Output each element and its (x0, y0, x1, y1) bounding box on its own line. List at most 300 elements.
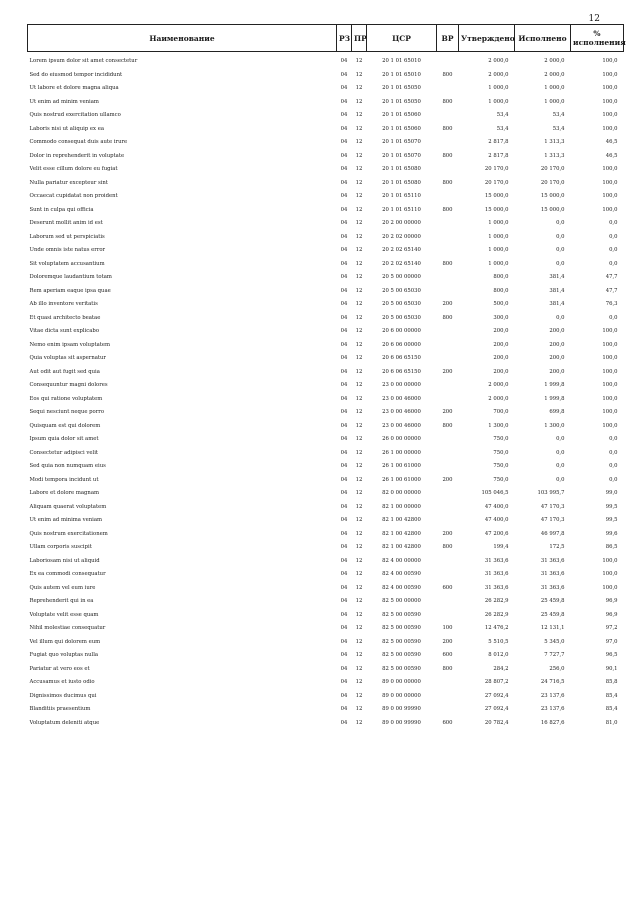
row-executed: 1 313,3 (544, 139, 565, 146)
row-rz: 04 (340, 341, 348, 348)
row-approved: 53,4 (496, 125, 509, 132)
row-rz: 04 (340, 98, 348, 105)
row-executed: 0,0 (556, 449, 565, 456)
row-vr (437, 444, 459, 458)
row-approved: 12 476,2 (484, 625, 509, 632)
row-rz: 04 (340, 490, 348, 497)
row-vr: 800 (442, 152, 453, 159)
table-row (28, 444, 624, 458)
row-rz: 04 (340, 260, 348, 267)
row-name: Consectetur adipisci velit (29, 449, 99, 456)
row-percent: 100,0 (602, 193, 618, 200)
row-vr (437, 700, 459, 714)
row-approved: 53,4 (496, 112, 509, 119)
row-executed: 172,5 (549, 544, 565, 551)
row-executed: 381,4 (549, 274, 565, 281)
row-rz: 04 (340, 220, 348, 227)
row-pr: 12 (355, 166, 363, 173)
table-row (28, 174, 624, 188)
row-percent: 0,0 (609, 247, 618, 254)
row-rz: 04 (340, 409, 348, 416)
row-rz: 04 (340, 112, 348, 119)
row-name: Laborum sed ut perspiciatis (29, 233, 105, 240)
row-percent: 81,0 (605, 719, 618, 726)
row-pr: 12 (355, 652, 363, 659)
row-rz: 04 (340, 247, 348, 254)
row-executed: 381,4 (549, 301, 565, 308)
row-csr: 82 5 00 00590 (382, 611, 421, 618)
row-rz: 04 (340, 193, 348, 200)
row-name: Reprehenderit qui in ea (29, 598, 94, 605)
row-name: Quisquam est qui dolorem (29, 422, 101, 429)
row-percent: 100,0 (602, 355, 618, 362)
row-name: Nemo enim ipsam voluptatem (29, 341, 111, 348)
row-approved: 26 282,9 (484, 611, 509, 618)
row-csr: 20 1 01 65050 (382, 85, 421, 92)
row-approved: 1 300,0 (488, 422, 509, 429)
row-pr: 12 (355, 517, 363, 524)
row-executed: 2 000,0 (544, 58, 565, 65)
row-rz: 04 (340, 382, 348, 389)
row-csr: 82 0 00 00000 (382, 490, 421, 497)
row-vr (437, 336, 459, 350)
row-csr: 26 1 00 61000 (382, 476, 421, 483)
row-csr: 82 4 00 00590 (382, 571, 421, 578)
row-executed: 0,0 (556, 476, 565, 483)
row-rz: 04 (340, 436, 348, 443)
row-percent: 96,5 (605, 652, 618, 659)
row-name: Et quasi architecto beatae (29, 314, 101, 321)
row-approved: 31 363,6 (484, 557, 509, 564)
row-percent: 0,0 (609, 314, 618, 321)
row-pr: 12 (355, 544, 363, 551)
column-header-percent: % исполнения (571, 25, 624, 52)
row-approved: 200,0 (493, 328, 509, 335)
row-vr (437, 511, 459, 525)
row-csr: 20 1 01 65110 (382, 206, 421, 213)
row-csr: 20 2 02 65140 (382, 260, 421, 267)
row-csr: 20 1 01 65070 (382, 139, 421, 146)
row-pr: 12 (355, 368, 363, 375)
row-csr: 20 2 02 00000 (382, 233, 421, 240)
row-csr: 82 1 00 42800 (382, 530, 421, 537)
table-row (28, 363, 624, 377)
table-row (28, 390, 624, 404)
row-approved: 1 000,0 (488, 260, 509, 267)
row-executed: 0,0 (556, 436, 565, 443)
row-vr: 800 (442, 422, 453, 429)
table-row (28, 511, 624, 525)
row-rz: 04 (340, 557, 348, 564)
row-executed: 1 000,0 (544, 85, 565, 92)
row-executed: 15 000,0 (540, 193, 565, 200)
row-name: Ex ea commodi consequatur (29, 571, 106, 578)
row-pr: 12 (355, 598, 363, 605)
row-name: Sequi nesciunt neque porro (29, 409, 105, 416)
table-row (28, 565, 624, 579)
row-csr: 82 1 00 00000 (382, 503, 421, 510)
row-csr: 20 6 06 65150 (382, 368, 421, 375)
table-row (28, 403, 624, 417)
table-row (28, 214, 624, 228)
row-csr: 82 5 00 00590 (382, 625, 421, 632)
row-name: Vitae dicta sunt explicabo (29, 328, 100, 335)
row-approved: 20 170,0 (484, 179, 509, 186)
row-vr: 800 (442, 260, 453, 267)
row-vr (437, 606, 459, 620)
row-percent: 99,5 (605, 503, 618, 510)
row-executed: 256,0 (549, 665, 565, 672)
row-percent: 100,0 (602, 71, 618, 78)
row-pr: 12 (355, 287, 363, 294)
table-row (28, 160, 624, 174)
row-pr: 12 (355, 139, 363, 146)
row-rz: 04 (340, 58, 348, 65)
row-approved: 27 092,4 (484, 706, 509, 713)
column-header-name: Наименование (28, 25, 337, 52)
table-row (28, 687, 624, 701)
row-vr (437, 430, 459, 444)
row-executed: 1 300,0 (544, 422, 565, 429)
table-row (28, 282, 624, 296)
row-name: Ut enim ad minima veniam (29, 517, 103, 524)
table-row (28, 660, 624, 674)
row-executed: 31 363,6 (540, 557, 565, 564)
row-vr (437, 133, 459, 147)
table-row (28, 228, 624, 242)
row-percent: 86,5 (605, 544, 618, 551)
row-pr: 12 (355, 206, 363, 213)
row-rz: 04 (340, 179, 348, 186)
row-name: Quia voluptas sit aspernatur (29, 355, 106, 362)
row-name: Sed quia non numquam eius (29, 463, 106, 470)
row-executed: 200,0 (549, 355, 565, 362)
row-percent: 100,0 (602, 368, 618, 375)
row-executed: 47 170,3 (540, 503, 565, 510)
row-name: Eos qui ratione voluptatem (29, 395, 103, 402)
row-name: Ut labore et dolore magna aliqua (29, 85, 119, 92)
row-vr: 800 (442, 206, 453, 213)
row-name: Doloremque laudantium totam (29, 274, 112, 281)
row-vr: 600 (442, 719, 453, 726)
row-approved: 20 782,4 (484, 719, 509, 726)
row-executed: 5 345,0 (544, 638, 565, 645)
row-csr: 26 1 00 00000 (382, 449, 421, 456)
row-name: Fugiat quo voluptas nulla (29, 652, 99, 659)
row-vr (437, 268, 459, 282)
row-csr: 20 5 00 65030 (382, 314, 421, 321)
row-vr (437, 214, 459, 228)
table-row (28, 525, 624, 539)
row-percent: 99,0 (605, 490, 618, 497)
row-approved: 1 000,0 (488, 233, 509, 240)
row-approved: 199,4 (493, 544, 509, 551)
table-row (28, 187, 624, 201)
row-rz: 04 (340, 719, 348, 726)
row-vr (437, 79, 459, 93)
row-vr: 100 (442, 625, 453, 632)
row-pr: 12 (355, 179, 363, 186)
row-pr: 12 (355, 71, 363, 78)
row-rz: 04 (340, 665, 348, 672)
row-approved: 750,0 (493, 436, 509, 443)
row-approved: 284,2 (493, 665, 509, 672)
row-approved: 2 817,8 (488, 139, 509, 146)
row-csr: 20 1 01 65080 (382, 166, 421, 173)
row-vr (437, 484, 459, 498)
row-pr: 12 (355, 314, 363, 321)
row-rz: 04 (340, 611, 348, 618)
row-approved: 2 817,8 (488, 152, 509, 159)
row-csr: 89 0 00 00000 (382, 679, 421, 686)
row-approved: 200,0 (493, 368, 509, 375)
row-rz: 04 (340, 638, 348, 645)
row-vr: 200 (442, 368, 453, 375)
row-rz: 04 (340, 503, 348, 510)
row-rz: 04 (340, 679, 348, 686)
row-name: Pariatur at vero eos et (29, 665, 90, 672)
row-percent: 76,3 (605, 301, 618, 308)
row-approved: 1 000,0 (488, 85, 509, 92)
row-name: Sunt in culpa qui officia (29, 206, 94, 213)
row-vr (437, 106, 459, 120)
table-row (28, 349, 624, 363)
row-pr: 12 (355, 611, 363, 618)
row-rz: 04 (340, 368, 348, 375)
row-pr: 12 (355, 382, 363, 389)
row-percent: 46,5 (605, 152, 618, 159)
row-executed: 16 827,6 (540, 719, 565, 726)
row-pr: 12 (355, 98, 363, 105)
row-vr (437, 552, 459, 566)
row-approved: 8 012,0 (488, 652, 509, 659)
row-pr: 12 (355, 584, 363, 591)
row-vr: 800 (442, 125, 453, 132)
row-csr: 82 1 00 42800 (382, 517, 421, 524)
row-approved: 700,0 (493, 409, 509, 416)
row-name: Labore et dolore magnam (29, 490, 100, 497)
row-rz: 04 (340, 476, 348, 483)
row-name: Ipsum quia dolor sit amet (29, 436, 99, 443)
row-percent: 100,0 (602, 166, 618, 173)
row-approved: 47 200,6 (484, 530, 509, 537)
row-vr (437, 673, 459, 687)
row-approved: 800,0 (493, 287, 509, 294)
row-percent: 99,5 (605, 517, 618, 524)
table-row (28, 322, 624, 336)
row-name: Quis nostrum exercitationem (29, 530, 108, 537)
row-percent: 100,0 (602, 85, 618, 92)
row-rz: 04 (340, 274, 348, 281)
row-name: Vel illum qui dolorem eum (29, 638, 101, 645)
row-vr (437, 457, 459, 471)
row-csr: 20 1 01 65060 (382, 125, 421, 132)
row-executed: 25 459,8 (540, 611, 565, 618)
row-csr: 23 0 00 00000 (382, 382, 421, 389)
row-vr (437, 241, 459, 255)
row-percent: 0,0 (609, 233, 618, 240)
row-name: Sed do eiusmod tempor incididunt (29, 71, 123, 78)
row-vr (437, 187, 459, 201)
row-csr: 20 1 01 65010 (382, 71, 421, 78)
row-vr (437, 687, 459, 701)
row-csr: 23 0 00 46000 (382, 395, 421, 402)
row-rz: 04 (340, 706, 348, 713)
row-rz: 04 (340, 652, 348, 659)
row-vr (437, 322, 459, 336)
row-percent: 100,0 (602, 557, 618, 564)
row-executed: 53,4 (552, 112, 565, 119)
row-percent: 0,0 (609, 260, 618, 267)
row-csr: 20 5 00 65030 (382, 301, 421, 308)
row-name: Consequuntur magni dolores (29, 382, 108, 389)
row-csr: 89 0 00 99990 (382, 719, 421, 726)
row-csr: 20 6 06 65150 (382, 355, 421, 362)
row-rz: 04 (340, 71, 348, 78)
row-percent: 100,0 (602, 584, 618, 591)
row-pr: 12 (355, 341, 363, 348)
row-executed: 200,0 (549, 328, 565, 335)
row-pr: 12 (355, 436, 363, 443)
row-vr: 800 (442, 71, 453, 78)
row-percent: 85,4 (605, 706, 618, 713)
row-vr (437, 565, 459, 579)
row-csr: 20 1 01 65070 (382, 152, 421, 159)
row-csr: 20 1 01 65060 (382, 112, 421, 119)
row-executed: 20 170,0 (540, 166, 565, 173)
row-rz: 04 (340, 355, 348, 362)
row-csr: 82 5 00 00590 (382, 652, 421, 659)
row-pr: 12 (355, 328, 363, 335)
row-vr: 800 (442, 179, 453, 186)
row-name: Aliquam quaerat voluptatem (29, 503, 107, 510)
row-executed: 200,0 (549, 368, 565, 375)
row-percent: 0,0 (609, 463, 618, 470)
row-csr: 82 4 00 00000 (382, 557, 421, 564)
row-percent: 100,0 (602, 395, 618, 402)
row-pr: 12 (355, 220, 363, 227)
row-vr: 800 (442, 665, 453, 672)
row-approved: 1 000,0 (488, 247, 509, 254)
row-csr: 82 5 00 00590 (382, 665, 421, 672)
row-csr: 20 1 01 65010 (382, 58, 421, 65)
row-approved: 31 363,6 (484, 584, 509, 591)
row-percent: 100,0 (602, 328, 618, 335)
row-name: Voluptatum deleniti atque (29, 719, 100, 726)
row-approved: 31 363,6 (484, 571, 509, 578)
column-header-rz: РЗ (337, 25, 352, 52)
row-vr: 200 (442, 409, 453, 416)
row-executed: 15 000,0 (540, 206, 565, 213)
table-row (28, 133, 624, 147)
row-pr: 12 (355, 274, 363, 281)
table-row (28, 376, 624, 390)
row-vr (437, 592, 459, 606)
row-executed: 699,8 (549, 409, 565, 416)
row-percent: 100,0 (602, 125, 618, 132)
row-pr: 12 (355, 301, 363, 308)
row-percent: 100,0 (602, 58, 618, 65)
table-row (28, 417, 624, 431)
row-approved: 47 400,0 (484, 517, 509, 524)
row-name: Laboriosam nisi ut aliquid (29, 557, 100, 564)
row-approved: 26 282,9 (484, 598, 509, 605)
row-name: Nihil molestiae consequatur (29, 625, 106, 632)
row-executed: 0,0 (556, 247, 565, 254)
table-row (28, 538, 624, 552)
row-name: Ab illo inventore veritatis (29, 301, 98, 308)
row-rz: 04 (340, 625, 348, 632)
row-csr: 82 1 00 42800 (382, 544, 421, 551)
row-name: Nulla pariatur excepteur sint (29, 179, 108, 186)
row-rz: 04 (340, 692, 348, 699)
row-rz: 04 (340, 314, 348, 321)
row-executed: 23 137,6 (540, 706, 565, 713)
table-row (28, 106, 624, 120)
row-pr: 12 (355, 247, 363, 254)
row-vr: 800 (442, 98, 453, 105)
table-row (28, 309, 624, 323)
row-pr: 12 (355, 112, 363, 119)
row-executed: 20 170,0 (540, 179, 565, 186)
row-pr: 12 (355, 260, 363, 267)
row-pr: 12 (355, 395, 363, 402)
row-executed: 1 000,0 (544, 98, 565, 105)
table-row (28, 471, 624, 485)
table-row (28, 606, 624, 620)
row-approved: 2 000,0 (488, 382, 509, 389)
budget-execution-table (27, 24, 624, 727)
table-row (28, 268, 624, 282)
row-percent: 100,0 (602, 179, 618, 186)
row-vr: 200 (442, 638, 453, 645)
row-pr: 12 (355, 692, 363, 699)
row-csr: 20 6 00 00000 (382, 328, 421, 335)
row-pr: 12 (355, 490, 363, 497)
row-executed: 24 716,5 (540, 679, 565, 686)
row-vr (437, 390, 459, 404)
row-percent: 100,0 (602, 422, 618, 429)
row-approved: 15 000,0 (484, 193, 509, 200)
row-name: Sit voluptatem accusantium (29, 260, 105, 267)
table-row (28, 201, 624, 215)
row-rz: 04 (340, 571, 348, 578)
row-percent: 85,8 (605, 679, 618, 686)
row-rz: 04 (340, 449, 348, 456)
table-row (28, 700, 624, 714)
row-csr: 20 1 01 65110 (382, 193, 421, 200)
row-rz: 04 (340, 530, 348, 537)
row-name: Laboris nisi ut aliquip ex ea (29, 125, 105, 132)
row-pr: 12 (355, 530, 363, 537)
row-percent: 100,0 (602, 98, 618, 105)
column-header-vr: ВР (437, 25, 459, 52)
table-row (28, 79, 624, 93)
table-row (28, 633, 624, 647)
row-name: Dolor in reprehenderit in voluptate (29, 152, 125, 159)
row-pr: 12 (355, 409, 363, 416)
row-name: Occaecat cupidatat non proident (29, 193, 118, 200)
row-name: Lorem ipsum dolor sit amet consectetur (29, 58, 138, 65)
row-rz: 04 (340, 517, 348, 524)
row-percent: 0,0 (609, 449, 618, 456)
row-name: Ut enim ad minim veniam (29, 98, 99, 105)
row-pr: 12 (355, 355, 363, 362)
column-header-executed: Исполнено (515, 25, 571, 52)
row-percent: 0,0 (609, 476, 618, 483)
row-executed: 31 363,6 (540, 584, 565, 591)
row-name: Unde omnis iste natus error (29, 247, 106, 254)
